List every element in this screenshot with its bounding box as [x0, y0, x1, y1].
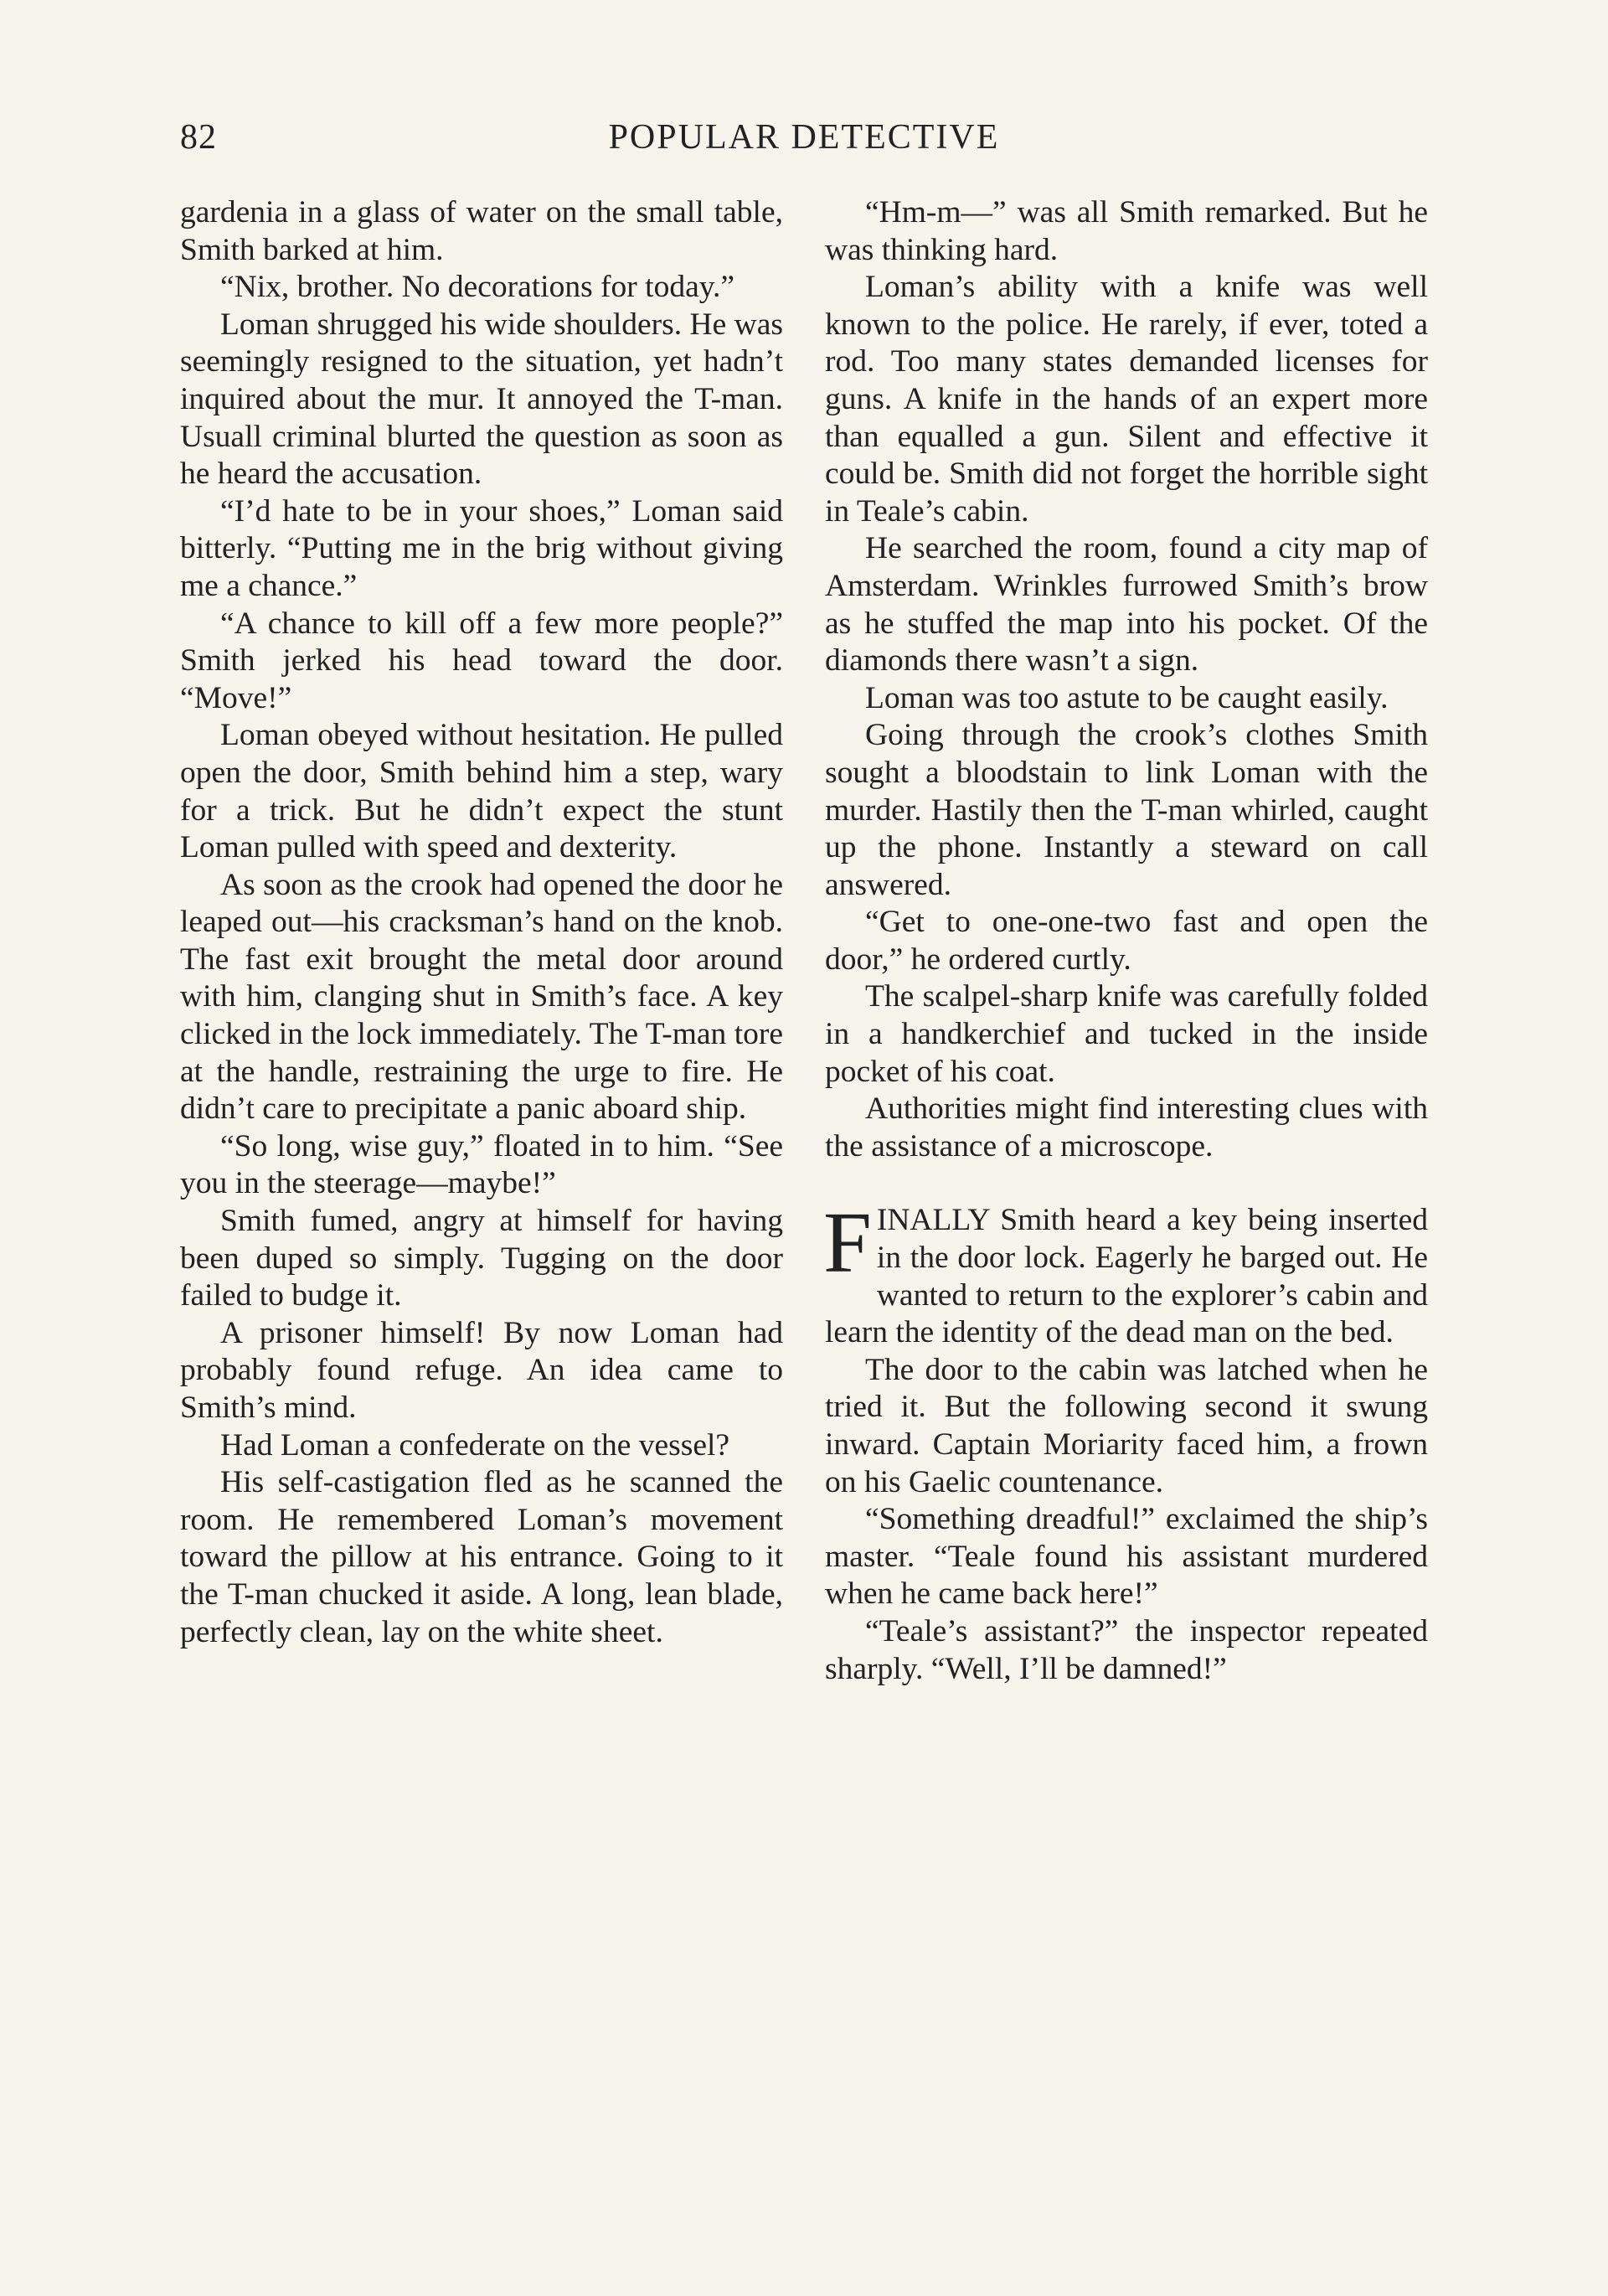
paragraph: Had Loman a confederate on the vessel?	[220, 1427, 730, 1463]
paragraph: Loman obeyed without hesitation. He pulled open the door, Smith behind him a step, wary for a trick. But he didn’t expect the stunt Loman pulled with speed and dexterity.	[180, 718, 783, 865]
paragraph: The door to the cabin was latched when he tried it. But the following second it swung inward. Captain Moriarity faced him, a frown on his Gaelic countenance.	[825, 1352, 1428, 1499]
paragraph: “Something dreadful!” exclaimed the ship’s master. “Teale found his assistant murdered when he came back here!”	[825, 1502, 1428, 1612]
running-title: POPULAR DETECTIVE	[608, 118, 1000, 157]
paragraph: “I’d hate to be in your shoes,” Loman said bitterly. “Putting me in the brig without giving me a chance.”	[180, 493, 783, 603]
paragraph: As soon as the crook had opened the door he leaped out—his cracksman’s hand on the knob. The fast exit brought the metal door around with him, clanging shut in Smith’s face. A key clicked in the lock immediately. The T-man tore at the handle, restraining the urge to fire. He didn’t care to precipitate a panic aboard ship.	[180, 867, 783, 1127]
paragraph: Smith fumed, angry at himself for having been duped so simply. Tugging on the door failed to budge it.	[180, 1204, 783, 1313]
paragraph: “Get to one-one-two fast and open the door,” he ordered curtly.	[825, 905, 1428, 977]
page-number: 82	[180, 118, 217, 157]
drop-cap: F	[823, 1194, 872, 1292]
paragraph: “Hm-m—” was all Smith remarked. But he was thinking hard.	[825, 195, 1428, 267]
left-column	[180, 194, 783, 1651]
paragraph: “A chance to kill off a few more people?” Smith jerked his head toward the door. “Move!”	[180, 606, 783, 715]
paragraph: Loman was too astute to be caught easily.	[865, 680, 1389, 715]
paragraph: Authorities might find interesting clues with the assistance of a microscope.	[825, 1091, 1428, 1163]
paragraph: gardenia in a glass of water on the small table, Smith barked at him.	[180, 195, 783, 267]
paragraph: Going through the crook’s clothes Smith sought a bloodstain to link Loman with the murder. Hastily then the T-man whirled, caught up the phone. Instantly a steward on call answered.	[825, 718, 1428, 902]
paragraph: Loman shrugged his wide shoulders. He was seemingly resigned to the situation, yet hadn’t inquired about the mur. It annoyed the T-man. Usuall criminal blurted the question as soon as he heard the accusation.	[180, 307, 783, 492]
paragraph: He searched the room, found a city map of Amsterdam. Wrinkles furrowed Smith’s brow as he stuffed the map into his pocket. Of the diamonds there wasn’t a sign.	[825, 531, 1428, 678]
paragraph: “Nix, brother. No decorations for today.”	[220, 270, 735, 305]
section-opening-text: INALLY Smith heard a key being inserted in the door lock. Eagerly he barged out. He wanted to return to the explorer’s cabin and learn the identity of the dead man on the bed.	[825, 1203, 1428, 1350]
right-column	[825, 194, 1428, 1688]
paragraph: Loman’s ability with a knife was well known to the police. He rarely, if ever, toted a rod. Too many states demanded licenses for guns. A knife in the hands of an expert more than equalled a gun. Silent and effective it could be. Smith did not forget the horrible sight in Teale’s cabin.	[825, 270, 1428, 529]
paragraph: “So long, wise guy,” floated in to him. “See you in the steerage—maybe!”	[180, 1128, 783, 1201]
page-header	[180, 117, 1428, 168]
paragraph: A prisoner himself! By now Loman had probably found refuge. An idea came to Smith’s mind.	[180, 1315, 783, 1425]
section-opening-paragraph	[823, 1194, 1428, 1351]
paragraph: His self-castigation fled as he scanned the room. He remembered Loman’s movement toward the pillow at his entrance. Going to it the T-man chucked it aside. A long, lean blade, perfectly clean, lay on the white sheet.	[180, 1465, 783, 1649]
paragraph: The scalpel-sharp knife was carefully folded in a handkerchief and tucked in the inside pocket of his coat.	[825, 979, 1428, 1089]
paragraph: “Teale’s assistant?” the inspector repeated sharply. “Well, I’ll be damned!”	[825, 1613, 1428, 1686]
